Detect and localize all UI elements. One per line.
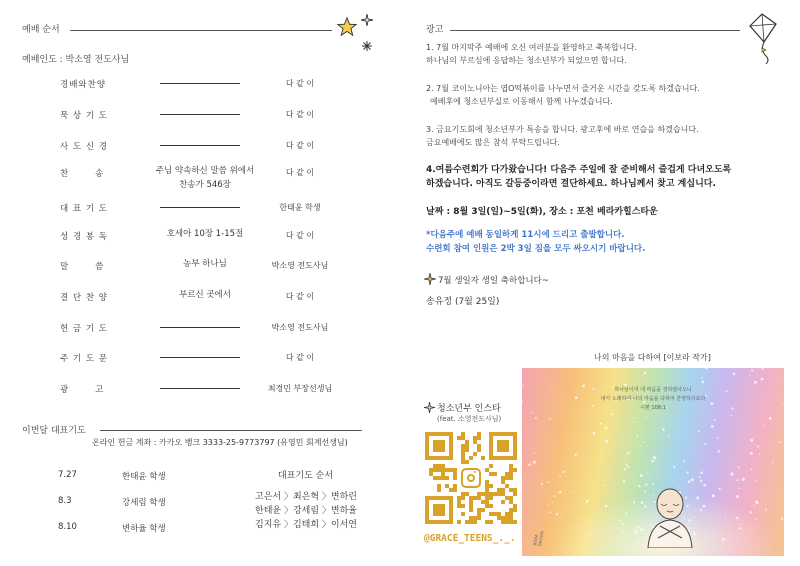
announcement-line: 1. 7월 마지막주 예배에 오신 여러분을 환영하고 축복합니다.	[426, 43, 637, 52]
announcement-line: 2. 7월 코이노니아는 엽O떡볶이를 나누면서 즐거운 시간을 갖도록 하겠습니다.	[426, 84, 700, 93]
order-item-label: 사 도 신 경	[60, 142, 108, 152]
ad-rule	[450, 30, 740, 31]
prayer-date: 7.27	[58, 470, 77, 480]
order-item-person: 다 같 이	[285, 110, 315, 119]
order-item-person: 다 같 이	[285, 141, 315, 150]
worship-order-title: 예배 순서	[22, 25, 60, 35]
verse-line: 내가 노래하며 나의 마음을 다하여 찬양하리로다	[600, 396, 706, 402]
notice-line: 수련회 참여 인원은 2박 3일 짐을 모두 싸오시기 바랍니다.	[426, 244, 646, 254]
retreat-info: 날짜 : 8월 3일(일)~5일(화), 장소 : 포천 베라카힐스타운	[426, 207, 658, 217]
order-item-label: 묵 상 기 도	[60, 111, 108, 121]
prayer-person: 한태윤 학생	[122, 472, 166, 482]
prayer-order-line: 한태윤 〉강세림 〉변하율	[255, 506, 357, 516]
offering-account: 온라인 헌금 계좌 : 카카오 뱅크 3333-25-9773797 (유영민 회계선생님)	[92, 438, 348, 447]
order-item-label: 경배와찬양	[60, 80, 107, 90]
order-item-label: 대 표 기 도	[60, 204, 108, 214]
insta-subtitle: (feat. 소영전도사님)	[437, 415, 502, 423]
prayer-date: 8.10	[58, 522, 77, 532]
verse-line: 하나님이여 내 마음을 정하였사오니	[614, 387, 692, 393]
order-item-blank-line	[160, 145, 240, 146]
order-item-label: 말 씀	[60, 262, 105, 272]
prayer-order-line: 김지유 〉김태희 〉이서연	[255, 520, 357, 530]
announcement-line: 4.여름수련회가 다가왔습니다! 다음주 주일에 잘 준비해서 즐겁게 다녀오도록	[426, 165, 732, 175]
announcement-line: 금요예배에도 많은 참석 부탁드립니다.	[426, 138, 560, 147]
order-item-person: 최경민 부장선생님	[267, 384, 333, 393]
prayer-title: 이번달 대표기도	[22, 426, 86, 436]
prayer-person: 변하율 학생	[122, 524, 166, 534]
artwork-verse	[562, 386, 744, 413]
announcement-1	[426, 41, 637, 67]
announcement-line: 하겠습니다. 아직도 갈등중이라면 결단하세요. 하나님께서 찾고 계십니다.	[426, 179, 716, 189]
asterisk-icon	[362, 41, 372, 51]
order-item-label: 광 고	[60, 385, 105, 395]
order-item-blank-line	[160, 327, 240, 328]
order-item-content: 호세아 10장 1-15절	[166, 229, 244, 239]
order-item-blank-line	[160, 114, 240, 115]
birthday-name: 송유정 (7월 25일)	[426, 297, 500, 307]
artwork-image	[522, 368, 784, 556]
order-item-blank-line	[160, 83, 240, 84]
prayer-rule	[100, 430, 362, 431]
order-item-person: 다 같 이	[285, 353, 315, 362]
order-item-content: 주님 약속하신 말씀 위에서 찬송가 546장	[155, 166, 255, 190]
kite-icon	[740, 12, 780, 64]
order-item-content: 농부 하나님	[183, 259, 227, 269]
order-item-person: 다 같 이	[285, 79, 315, 88]
order-item-label: 결 단 찬 양	[60, 293, 108, 303]
order-item-person: 한태윤 학생	[279, 203, 321, 212]
star-icon	[336, 16, 358, 38]
birthday-title: 7월 생일자 생일 축하합니다~	[438, 276, 549, 286]
order-item-person: 박소영 전도사님	[271, 323, 329, 332]
notice-line: *다음주에 예배 동일하게 11시에 드리고 출발합니다.	[426, 230, 625, 240]
worship-order-rule	[70, 30, 332, 31]
insta-handle[interactable]: @GRACE_TEENS_._.	[424, 533, 516, 544]
order-item-content: 부르신 곳에서	[179, 290, 231, 300]
insta-title: 청소년부 인스타	[437, 404, 501, 414]
order-item-blank-line	[160, 357, 240, 358]
order-item-blank-line	[160, 388, 240, 389]
artwork-title: 나의 마음을 다하여 [이보라 작가]	[594, 353, 711, 362]
announcement-line: 하나님의 부르심에 응답하는 청소년부가 되었으면 합니다.	[426, 56, 627, 65]
ad-title: 광고	[426, 25, 444, 35]
order-item-person: 다 같 이	[285, 231, 315, 240]
order-item-person: 다 같 이	[285, 168, 315, 177]
order-item-person: 박소영 전도사님	[271, 261, 329, 270]
sparkle-icon	[361, 14, 373, 26]
prayer-order-line: 고은서 〉최은혁 〉변하린	[255, 492, 357, 502]
order-item-person: 다 같 이	[285, 292, 315, 301]
order-item-label: 주 기 도 문	[60, 354, 108, 364]
announcement-4	[426, 163, 731, 191]
artwork-signature: BORA DESIGN	[532, 530, 545, 547]
announcement-3	[426, 123, 699, 149]
order-item-label: 헌 금 기 도	[60, 324, 108, 334]
praying-person-illustration	[640, 486, 700, 548]
order-item-label: 찬 송	[60, 169, 105, 179]
instagram-icon	[458, 465, 484, 491]
order-item-label: 성 경 봉 독	[60, 232, 108, 242]
retreat-notice	[426, 228, 645, 256]
announcement-line: 3. 금요기도회에 청소년부가 특송을 합니다. 광고후에 바로 연습을 하겠습니다.	[426, 125, 699, 134]
order-item-blank-line	[160, 207, 240, 208]
prayer-date: 8.3	[58, 496, 72, 506]
prayer-order-list	[255, 490, 357, 532]
announcement-line: 예배후에 청소년부실로 이동해서 함께 나누겠습니다.	[430, 97, 613, 106]
prayer-order-title: 대표기도 순서	[278, 471, 334, 481]
qr-code[interactable]	[425, 432, 517, 524]
announcement-2	[426, 82, 700, 108]
sparkle-icon	[424, 273, 436, 285]
verse-line: 시편 108:1	[640, 405, 666, 411]
worship-leader: 예배인도 : 박소영 전도사님	[22, 55, 130, 65]
sparkle-icon	[424, 402, 435, 413]
prayer-person: 강세림 학생	[122, 498, 166, 508]
